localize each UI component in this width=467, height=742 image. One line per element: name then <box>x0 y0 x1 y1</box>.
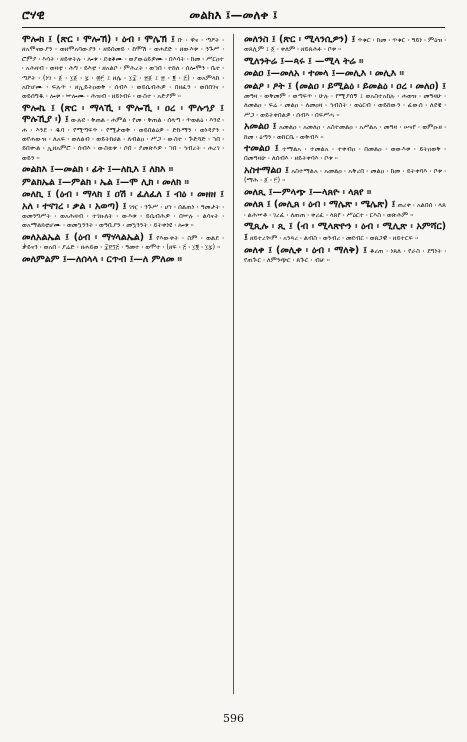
entry-headword: አስተማልዐ ፤ <box>244 164 289 176</box>
entry-definition: ቡ ፡ ዋና ፡ ጣዖት ፡ ዘአሞናውያን ፡ ወዘሞአባውያን ፡ ዘይሰመይ ፡ ከሞሽ ፡ ወሐደድ ፡ ዘውእቱ ፡ ንጉሥ ፡ ሮምያ ፡ እሳት ፡ ዘይቀትሉ ፡ ሎቱ ፡ ደቂቆሙ ፡ ወያውዕይዎሙ ፡ በእሳት ፡ ከመ ፡ ሥርዐተ ፡ አሕዛብ ፡ ወዛቲ ፡ ሕግ ፡ ይእቲ ፡ ዘአልቦ ፡ ምሕረት ፡ ወኀበ ፡ ተከለ ፡ ሰሎሞን ፡ ቤተ ፡ ጣዖት ፡ (ነገ ፡ ፩ ፡ ፲፩ ፡ ፯ ፡ ፴፫ ፤ ዘሌ ፡ ፲፰ ፡ ፳፩ ፤ ፳ ፡ ፪ ፡ ፭) ፡ ወአምላከ ፡ አቡሆሙ ፡ ፍሉጥ ፡ ዘኢይትዐወቅ ፡ ሰብእ ፡ ወይሴብሕዎ ፡ በዘፈን ፡ ወበበገና ፡ ወይሰግዱ ፡ ሎቱ ፡ ኵሎሙ ፡ ሕዝብ ፡ ዘይነብሩ ፡ ውስተ ፡ አድያም ። <box>22 36 224 101</box>
entry-headword: ሚጺሉ ፡ ጺ ፤ (ብ ፡ ሚላጽዮን ፡ ዕብ ፡ ሚሊጽ ፡ አምሻር) ፤ <box>244 220 446 244</box>
entry-definition: ገዢ ፡ ንጉሥ ፡ ሆነ ፡ ሰልጠነ ፡ ዓመታት ፡ ወመንግሥት ፡ ወአሕዛብ ፡ ተገዙለት ፡ ውእቱ ፡ ይሴብሕዎ ፡ በኵሉ ፡ ልሳናት ፡ ወአማልክቲሆሙ ፡ ወመኳንንት ፡ ወዓቢያን ፡ መኳንንት ፡ ይትቀነዩ ፡ ሎቱ ። <box>22 202 224 230</box>
entry-headword: አመልዐ ፤ <box>244 121 277 133</box>
dictionary-entry <box>244 199 446 220</box>
column-divider <box>233 34 234 694</box>
entry-headword: መለንስ ፤ (ጽር ፡ ሚላንሲዎን) ፤ <box>244 34 356 45</box>
dictionary-entry <box>22 254 224 265</box>
entry-headword: ምልክኤል ፤—ምልክ ፡ ኤል ፤—ሞ ሊክ ፡ መለክ ። <box>22 176 189 188</box>
entry-definition: ተማልአ ፡ ተመልአ ፡ ተቀብዐ ፡ በመልዐ ፡ ወውእቱ ፡ ይትዐወቅ ፡ በመዓዛሁ ፡ ለሰብእ ፡ ዘይትቀባእ ፡ ቦቱ ። <box>244 145 446 163</box>
entry-definition: ቆረጠ ፡ ነጸለ ፡ የራስ ፡ ደግነት ፡ የጠጕር ፡ ለምንጭር ፡ ጸጕር ፡ ብቻ ። <box>244 246 446 265</box>
dictionary-entry <box>22 103 224 163</box>
dictionary-entry <box>22 232 224 253</box>
dictionary-entry <box>244 81 446 121</box>
dictionary-entry <box>244 187 446 198</box>
dictionary-entry <box>22 164 224 175</box>
right-column <box>244 34 446 694</box>
page-number: 596 <box>223 712 244 725</box>
entry-headword: ተመልዐ ፤ <box>244 143 279 155</box>
dictionary-entry <box>244 121 446 142</box>
entry-headword: መለምልም ፤—ለሰላላ ፡ ርጥብ ፤—ለ ምለመ ። <box>22 253 182 265</box>
entry-definition: ውሉደ ፡ ቅጠል ፡ ሐምል ፡ የመ ፡ ቅጠል ፡ ሰላጣ ፡ ጥወልዕ ፡ እንደ ፡ ሐ ፡ እንደ ፡ ዱባ ፡ የሚጣፍጥ ፡ የሚታወቅ ፡ ወይበልዕዎ ፡ ድኩማን ፡ ወነዳያን ፡ ወየሐውዝ ፡ ለአፍ ፡ ወለልብ ፡ ወይትከሀል ፡ ለብልዐ ፡ ሥጋ ፡ ውስተ ፡ ጕድጓድ ፡ ኀበ ፡ ይበቍል ፡ ኢዘአምሮ ፡ ሰብእ ፡ ውስቴቱ ፡ ሶበ ፡ ያመጽእዎ ፡ ኀበ ፡ ኅብረት ፡ ሐረገ ፡ ወይን ። <box>22 116 224 162</box>
entry-headword: መለጺ ፤—ምላጭ ፤—ላጸዮ ፡ ላጸየ ። <box>244 186 372 198</box>
dictionary-entry <box>22 189 224 231</box>
entry-headword: መልዐ ፤—መለአ ፡ ተመላ ፤—መሊእ ፡ መሊእ ። <box>244 68 404 80</box>
dictionary-entry <box>22 34 224 102</box>
entry-definition: የእውቀት ፡ ስም ፡ ወልደ ፡ ቃይናን ፡ ወአበ ፡ ያሬድ ፡ ዘሐይወ ፡ ፰፻፺፭ ፡ ዓመተ ፡ ወሞተ ፡ (ዘፍ ፡ ፭ ፡ ፲፪ ፡ ፲፯) ። <box>22 233 224 252</box>
entry-headword: መለአልኤል ፤ (ዕብ ፡ ማሃላልኤል) ፤ <box>22 231 153 243</box>
running-head-center: መልክእ ፤—መለቀ ፤ <box>189 8 278 22</box>
dictionary-entry <box>244 34 446 55</box>
entry-headword: መለኪ ፤ (ዕብ ፡ ማላክ ፤ ዐሽ ፡ ፈለፈለ ፤ ብዕ ፡ መዘዘ ፤ አለ ፡ ተናገረ ፡ ቃል ፡ አወጣ) ፤ <box>22 189 224 212</box>
dictionary-entry <box>244 56 446 67</box>
running-head-left: ሮሃዊ <box>22 8 45 22</box>
page-header <box>22 8 445 26</box>
entry-definition: መዓዛ ፡ ወቅመም ፡ ወጣፍጥ ፡ ሁሉ ፡ የሚያሰኝ ፤ ወአስተአከሉ ፡ ሐወዝ ፡ መዓዛሁ ፡ ለመልዐ ፡ ፍሬ ፡ መልዐ ፡ ለመዐዛ ፡ ኅብስት ፡ ወዕርብ ፡ ወይከውን ፡ ፈውሰ ፡ ለደዌ ፡ ሥጋ ፡ ወይትቀበልዎ ፡ ሰብእ ፡ በፍሥሓ ። <box>244 92 446 119</box>
entry-definition: አመልዐ ፡ አመለዐ ፡ አስተመልዐ ፡ አሥልአ ፡ መዓዛ ፡ ሠናየ ፡ ወምዑዘ ፡ ከመ ፡ ዕጣን ፡ ወከርቤ ፡ ወቅብእ ። <box>244 123 446 141</box>
entry-definition: ዘይተረጐም ፡ አንጻረ ፡ ልብስ ፡ ወንብረ ፡ መደብር ፡ ወጸጋዊ ፡ ዘይተርፍ ። <box>249 234 419 243</box>
entry-headword: ሞሎኬ ፤ (ጽር ፡ ማላኺ ፡ ሞሎኺ ፡ ዐረ ፡ ሞሉኀያ ፤ ሞሉኺያ ፡) ፤ <box>22 102 224 126</box>
dictionary-entry <box>244 245 446 266</box>
dictionary-entry <box>244 68 446 79</box>
entry-headword: መልዖ ፡ ዖት ፤ (መልዐ ፡ ይሚልዕ ፡ ይመልዕ ፡ ዐረ ፡ መለዐ) ፤ <box>244 80 446 92</box>
dictionary-entry <box>244 143 446 164</box>
entry-headword: መለቀ ፤ (መሊቀ ፡ ዕብ ፡ ማለቅ) ፤ <box>244 244 368 256</box>
dictionary-entry <box>244 221 446 244</box>
dictionary-entry <box>244 165 446 186</box>
entry-definition: ጠረቀ ፡ አልበሰ ፡ ላጸ ፡ ልሕኵቶ ፡ ገረፈ ፡ ለጠጠ ፡ ቀረፈ ፡ ላጸየ ፡ ሥዕርተ ፡ ርእስ ፡ ወጽሕም ። <box>244 201 446 219</box>
left-column <box>22 34 224 694</box>
dictionary-entry <box>22 177 224 188</box>
header-rule <box>22 27 445 28</box>
entry-headword: ሚለንትሬ ፤—ጳሩ ፤ —ሚላ ትሬ ። <box>244 55 364 67</box>
entry-definition: አስተማልአ ፡ አመልዐ ፡ አቅረበ ፡ መልዐ ፡ ከመ ፡ ይትቀባእ ፡ ቦቱ ፡ (ማሕ ፡ ፩ ፡ ፫) ። <box>244 166 446 185</box>
entry-definition: ጥቁር ፡ ከመ ፡ ጥቁር ፡ ዓይነ ፡ ምዕዝ ፡ ወጸሊም ፤ ፩ ፡ ቀለም ፡ ዘይጸሕፉ ፡ ቦቱ ። <box>244 36 446 54</box>
entry-headword: መልክእ ፤—መልክ ፡ ፊት ፤—ለኪእ ፤ ለክእ ። <box>22 164 174 176</box>
entry-headword: መለጸ ፤ (መሊጸ ፡ ዕብ ፡ ማሌጽ ፡ ሜሌጽ) ፤ <box>244 199 396 211</box>
entry-headword: ሞሎክ ፤ (ጽር ፡ ሞሎኽ) ፡ ዕብ ፡ ሞሌኽ ፤ <box>22 34 175 45</box>
